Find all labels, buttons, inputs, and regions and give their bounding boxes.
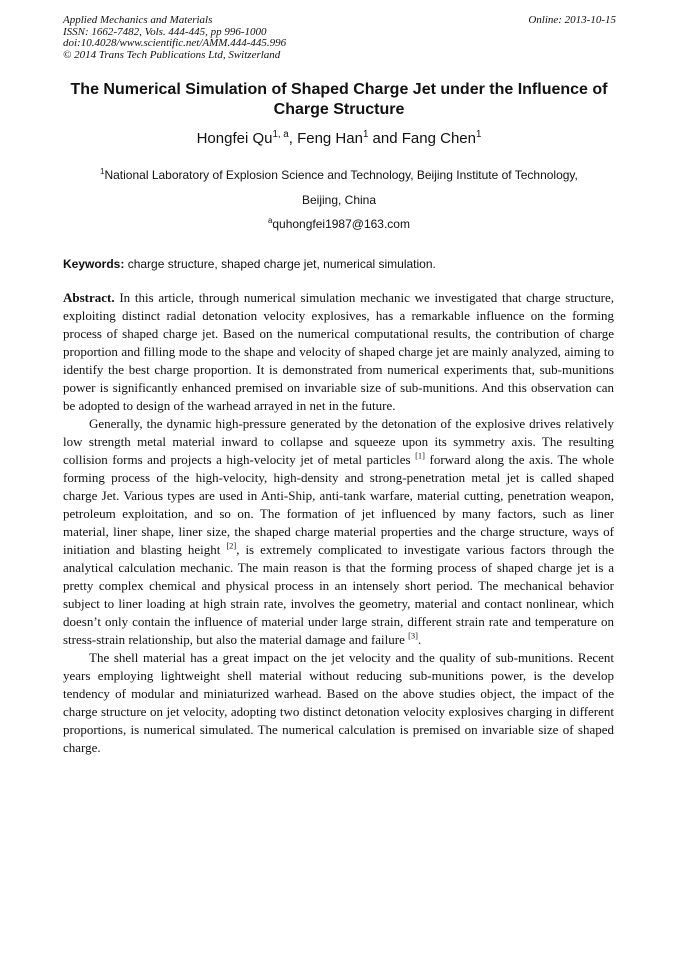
affiliation-line-1	[50, 168, 628, 182]
affiliation-line-2: Beijing, China	[301, 193, 377, 207]
intro-paragraph-1	[63, 415, 614, 649]
author-name: Hongfei Qu	[196, 130, 273, 147]
paragraph-text: forward along the axis. The whole forming process of the high-velocity, high-density and strong-penetration metal jet is called shaped charge Jet. Various types are used in Anti-Ship, anti-tank warfare, material cutting, penetration weapon, petroleum exploitation, and so on. The formation of jet influenced by many factors, such as liner material, liner shape, liner size, the shaped charge material properties and the charge structure, ways of initiation and blasting height	[63, 452, 614, 557]
citation-ref: [1]	[415, 450, 425, 461]
author-email	[50, 217, 628, 231]
journal-header	[63, 15, 616, 61]
body-text	[63, 289, 614, 757]
doi-line: doi:10.4028/www.scientific.net/AMM.444-445.996	[63, 37, 287, 49]
issn-line: ISSN: 1662-7482, Vols. 444-445, pp 996-1000	[63, 25, 267, 38]
author-separator: ,	[288, 130, 298, 147]
keywords-label: Keywords:	[63, 257, 125, 271]
paragraph-text: Generally, the dynamic high-pressure generated by the detonation of the explosive drives relatively low strength metal material inward to collapse and squeeze upon its symmetry axis. The resulting collision forms and projects a high-velocity jet of metal particles	[63, 416, 614, 467]
paragraph-text: , is extremely complicated to investigate various factors through the analytical calculation mechanic. The main reason is that the forming process of shaped charge jet is a pretty complex chemical and physical process in an intensely short period. The mechanical behavior subject to liner loading at high strain rate, involves the geometry, material and contact nonlinear, which doesn’t only contain the influence of material under large strain, different strain rate and temperature on stress-strain relationship, but also the material damage and failure	[63, 542, 614, 647]
author-separator: and	[368, 130, 402, 147]
email-mark: a	[268, 216, 273, 225]
author-affiliation-mark: 1	[362, 129, 369, 140]
author-affiliation-mark: 1, a	[272, 129, 289, 140]
abstract-label: Abstract.	[63, 290, 115, 305]
online-date: Online: 2013-10-15	[528, 14, 616, 26]
citation-ref: [2]	[226, 540, 237, 551]
affiliation-text: National Laboratory of Explosion Science and Technology, Beijing Institute of Technology,	[104, 168, 578, 182]
journal-name: Applied Mechanics and Materials	[63, 14, 213, 26]
abstract-text: In this article, through numerical simulation mechanic we investigated that charge structure, exploiting distinct radial detonation velocity explosives, has a remarkable influence on the forming process of shaped charge jet. Based on the numerical computational results, the contribution of charge proportion and filling mode to the shape and velocity of shaped charge jet are mainly analyzed, aiming to identify the best charge proportion. It is demonstrated from numerical experiments that, sub-munitions power is significantly enhanced premised on invariable size of sub-munitions. And this observation can be adopted to design of the warhead arrayed in net in the future.	[63, 290, 614, 413]
copyright-line: © 2014 Trans Tech Publications Ltd, Switzerland	[63, 48, 281, 61]
author-affiliation-mark: 1	[475, 129, 482, 140]
email-address[interactable]: quhongfei1987@163.com	[272, 217, 410, 231]
citation-ref: [3]	[408, 630, 418, 641]
keywords-line	[63, 257, 616, 271]
author-name: Fang Chen	[401, 130, 476, 147]
author-list	[50, 130, 628, 147]
paper-title: The Numerical Simulation of Shaped Charge Jet under the Influence of Charge Structure	[70, 81, 608, 118]
author-name: Feng Han	[297, 130, 363, 147]
paragraph-text: .	[417, 632, 422, 647]
affiliation-mark: 1	[100, 167, 105, 176]
abstract-paragraph	[63, 289, 614, 415]
intro-paragraph-2: The shell material has a great impact on the jet velocity and the quality of sub-munitions. Recent years employing lightweight shell material without reducing sub-munitions power, is the develop tendency of modular and miniaturized warhead. Based on the above studies object, the impact of the charge structure on jet velocity, adopting two distinct detonation velocity explosives charging in different proportions, is numerical simulated. The numerical calculation is premised on invariable size of shaped charge.	[63, 650, 614, 755]
keywords-text: charge structure, shaped charge jet, numerical simulation.	[124, 257, 436, 271]
